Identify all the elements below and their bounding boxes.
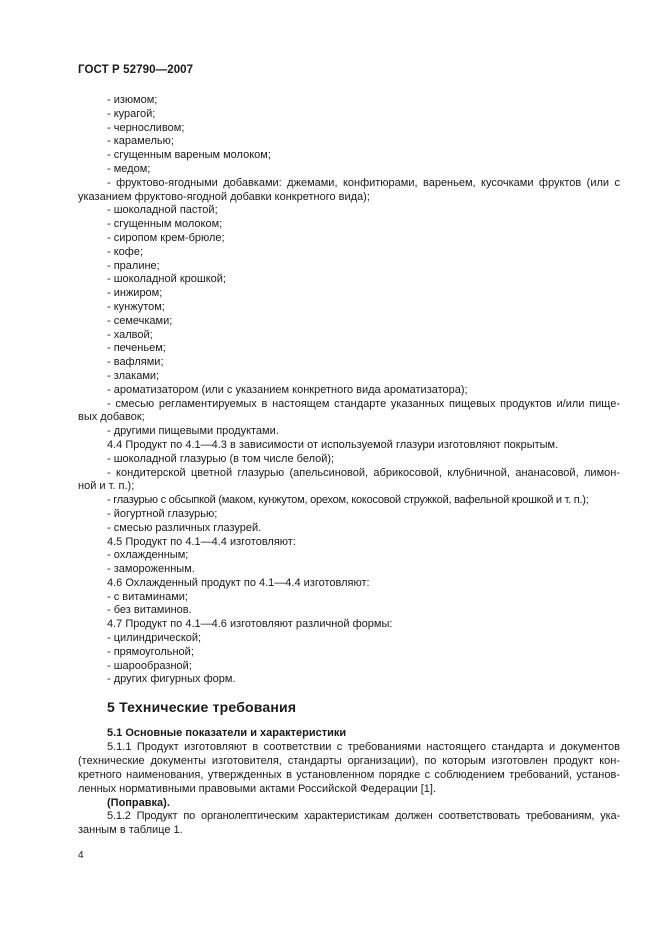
list-item: - без витаминов. xyxy=(107,604,192,617)
list-item: - пралине; xyxy=(107,259,160,272)
section-5-body xyxy=(78,727,620,838)
list-item: - сгущенным молоком; xyxy=(107,218,223,231)
list-item: - охлажденным; xyxy=(107,549,189,562)
list-item: - сиропом крем-брюле; xyxy=(107,231,225,244)
list-item: - вафлями; xyxy=(107,356,164,369)
list-item: - шоколадной пастой; xyxy=(107,204,218,217)
list-item-wrapped-line: - кондитерской цветной глазурью (апельсиновой, абрикосовой, клубничной, ананасовой, лимон- xyxy=(107,466,620,479)
list-item: - шоколадной крошкой; xyxy=(107,273,226,286)
list-item: - йогуртной глазурью; xyxy=(107,507,218,520)
section-5-heading: 5 Технические требования xyxy=(107,699,297,715)
document-id-header: ГОСТ Р 52790—2007 xyxy=(78,64,194,76)
list-item: - глазурью с обсыпкой (маком, кунжутом, орехом, кокосовой стружкой, вафельной крошкой и т. п.); xyxy=(107,494,589,507)
list-item-continuation: указанием фруктово-ягодной добавки конкретного вида); xyxy=(78,190,370,203)
list-item: - злаками; xyxy=(107,369,160,382)
list-item: - халвой; xyxy=(107,328,153,341)
subsection-5-1-heading: 5.1 Основные показатели и характеристики xyxy=(107,727,347,739)
document-body xyxy=(78,94,620,687)
paragraph-line: 5.1.1 Продукт изготовляют в соответствии с требованиями настоящего стандарта и документов xyxy=(107,740,620,753)
list-item: - медом; xyxy=(107,162,151,175)
list-item: - прямоугольной; xyxy=(107,645,194,658)
list-item: - замороженным. xyxy=(107,563,195,576)
paragraph-line: занным в таблице 1. xyxy=(78,824,183,837)
paragraph-line: (технические документы изготовителя, стандарты организации), по которым изготовлен продукт кон- xyxy=(78,754,620,767)
list-item-continuation: ной и т. п.); xyxy=(78,480,135,493)
list-item-wrapped-line: - смесью регламентируемых в настоящем стандарте указанных пищевых продуктов и/или пище- xyxy=(107,397,620,410)
paragraph-line: 5.1.2 Продукт по органолептическим характеристикам должен соответствовать требованиям, ука- xyxy=(107,810,620,823)
list-item-continuation: вых добавок; xyxy=(78,411,145,424)
clause-4-5-title: 4.5 Продукт по 4.1—4.4 изготовляют: xyxy=(107,535,296,548)
list-item: - изюмом; xyxy=(107,94,158,106)
list-item: - печеньем; xyxy=(107,342,166,355)
list-item-wrapped-line: - фруктово-ягодными добавками: джемами, конфитюрами, вареньем, кусочками фруктов (или с xyxy=(107,176,620,189)
amendment-note: (Поправка). xyxy=(107,796,170,809)
clause-4-4-title: 4.4 Продукт по 4.1—4.3 в зависимости от используемой глазури изготовляют покрытым. xyxy=(107,438,559,451)
list-item: - карамелью; xyxy=(107,135,174,148)
list-item: - смесью различных глазурей. xyxy=(107,521,262,534)
paragraph-line: кретного наименования, утвержденных в установленном порядке с соблюдением требований, установ- xyxy=(78,768,620,781)
list-item: - с витаминами; xyxy=(107,590,188,603)
list-item: - цилиндрической; xyxy=(107,632,202,645)
list-item: - кофе; xyxy=(107,245,143,258)
list-item: - шоколадной глазурью (в том числе белой); xyxy=(107,452,335,465)
list-item: - инжиром; xyxy=(107,287,163,300)
list-item: - других фигурных форм. xyxy=(107,673,236,686)
list-item: - семечками; xyxy=(107,314,173,327)
clause-4-7-title: 4.7 Продукт по 4.1—4.6 изготовляют различной формы: xyxy=(107,618,393,631)
list-item: - курагой; xyxy=(107,107,156,120)
list-item: - кунжутом; xyxy=(107,300,165,313)
page-number: 4 xyxy=(78,850,84,861)
clause-4-6-title: 4.6 Охлажденный продукт по 4.1—4.4 изготовляют: xyxy=(107,576,370,589)
list-item: - другими пищевыми продуктами. xyxy=(107,425,279,438)
list-item: - шарообразной; xyxy=(107,659,192,672)
list-item: - черносливом; xyxy=(107,121,185,134)
list-item: - ароматизатором (или с указанием конкретного вида ароматизатора); xyxy=(107,383,468,396)
paragraph-line: ленных нормативными правовыми актами Российской Федерации [1]. xyxy=(78,782,437,795)
list-item: - сгущенным вареным молоком; xyxy=(107,149,271,162)
